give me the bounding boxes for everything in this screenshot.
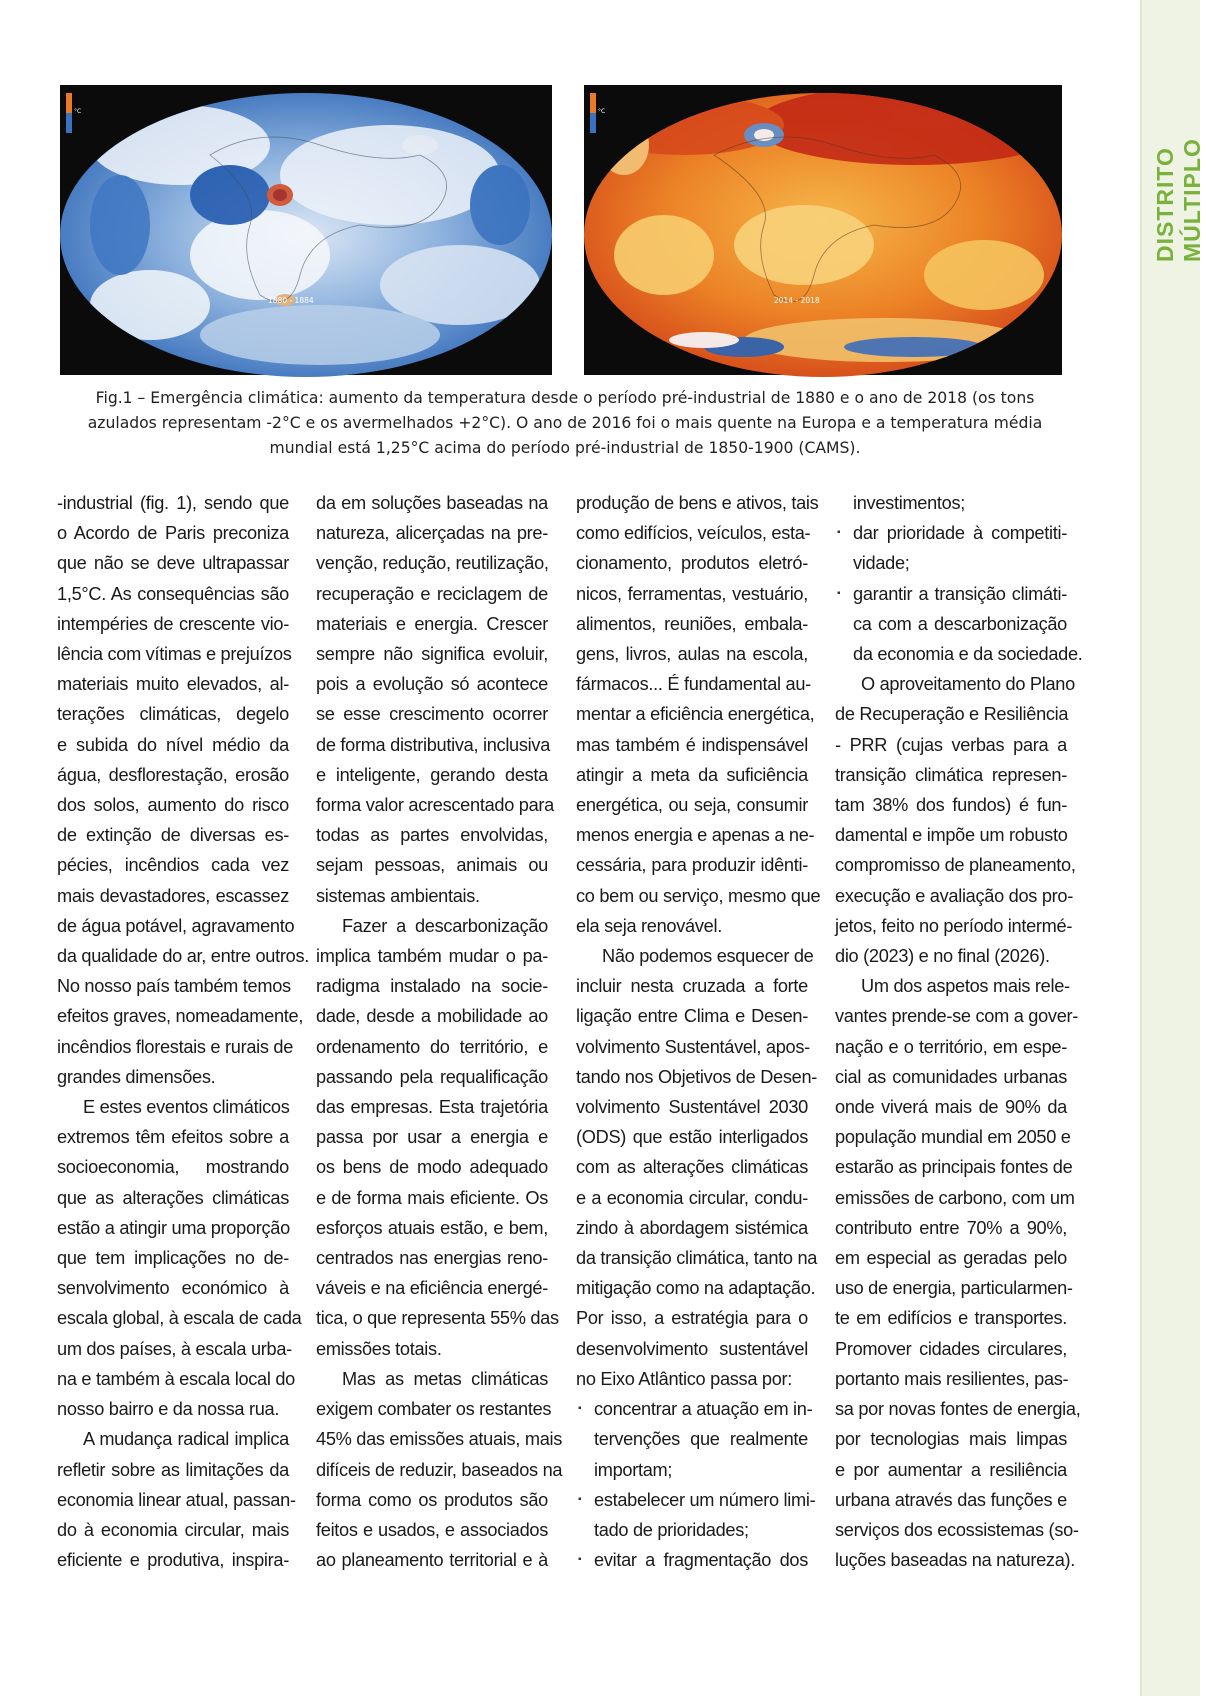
text-line: forma valor acrescentado para xyxy=(316,795,554,816)
text-line: que tem implicações no de- xyxy=(57,1248,289,1269)
text-line: volvimento Sustentável 2030 xyxy=(576,1097,808,1118)
text-line: uso de energia, particularmen- xyxy=(835,1278,1073,1299)
text-line: terações climáticas, degelo xyxy=(57,704,289,725)
paragraph xyxy=(835,971,1081,1575)
bullet-item xyxy=(576,1394,813,1485)
text-line: cionamento, produtos eletró- xyxy=(576,553,808,574)
text-line: nação e o território, em espe- xyxy=(835,1036,1067,1057)
text-line: sa por novas fontes de energia, xyxy=(835,1399,1081,1420)
text-line: transição climática represen- xyxy=(835,764,1067,785)
section-title: DISTRITO MÚLTIPLO xyxy=(1152,138,1205,262)
text-line: E estes eventos climáticos xyxy=(83,1097,290,1118)
text-line: sistemas ambientais. xyxy=(316,885,480,906)
text-line: de Recuperação e Resiliência xyxy=(835,704,1069,725)
paragraph xyxy=(57,1424,296,1575)
text-line: portanto mais resilientes, pas- xyxy=(835,1368,1069,1389)
text-line: A mudança radical implica xyxy=(83,1429,289,1450)
text-line: incêndios florestais e rurais de xyxy=(57,1036,294,1057)
text-line: ▪ estabelecer um número limi- xyxy=(594,1489,816,1510)
bullet-item xyxy=(576,1545,808,1575)
text-line: esforços atuais estão, e bem, xyxy=(316,1217,548,1238)
text-line: ordenamento do território, e xyxy=(316,1036,548,1057)
text-line: de forma distributiva, inclusiva xyxy=(316,734,551,755)
text-line: intempéries de crescente vio- xyxy=(57,613,289,634)
text-line: desenvolvimento sustentável xyxy=(576,1338,808,1359)
text-line: volvimento Sustentável, apos- xyxy=(576,1036,810,1057)
text-line: água, desflorestação, erosão xyxy=(57,764,289,785)
text-line: pécies, incêndios cada vez xyxy=(57,855,289,876)
text-line: contributo entre 70% a 90%, xyxy=(835,1217,1067,1238)
text-line: sempre não significa evoluir, xyxy=(316,644,548,665)
paragraph xyxy=(57,488,309,1092)
text-line: estarão as principais fontes de xyxy=(835,1157,1073,1178)
text-line: economia linear atual, passan- xyxy=(57,1489,296,1510)
text-line: Por isso, a estratégia para o xyxy=(576,1308,808,1329)
text-line: população mundial em 2050 e xyxy=(835,1127,1071,1148)
caption-line: Fig.1 – Emergência climática: aumento da temperatura desde o período pré-industrial de 1880 e o ano de 2018 (os tons xyxy=(95,389,1035,407)
text-line: te em edifícios e transportes. xyxy=(835,1308,1067,1329)
period-label-left: 1880 - 1884 xyxy=(268,296,314,305)
text-line: e de forma mais eficiente. Os xyxy=(316,1187,548,1208)
text-line: menos energia e apenas a ne- xyxy=(576,825,815,846)
text-line: pois a evolução só acontece xyxy=(316,674,548,695)
text-line: de extinção de diversas es- xyxy=(57,825,289,846)
text-line: ▪ dar prioridade à competiti- xyxy=(853,523,1067,544)
text-line: ao planeamento territorial e à xyxy=(316,1550,548,1571)
paragraph xyxy=(835,669,1076,971)
text-line: incluir nesta cruzada a forte xyxy=(576,976,808,997)
text-line: - PRR (cujas verbas para a xyxy=(835,734,1067,755)
text-line: exigem combater os restantes xyxy=(316,1399,552,1420)
text-line: se esse crescimento ocorrer xyxy=(316,704,548,725)
text-line: investimentos; xyxy=(853,493,966,513)
text-line: vantes prende-se com a gover- xyxy=(835,1006,1079,1027)
text-line: gens, livros, aulas na escola, xyxy=(576,644,808,665)
text-line: co bem ou serviço, mesmo que xyxy=(576,885,821,906)
paragraph xyxy=(316,1364,563,1575)
text-line: que as alterações climáticas xyxy=(57,1187,289,1208)
text-line: materiais e energia. Crescer xyxy=(316,613,548,634)
text-line: ▪ garantir a transição climáti- xyxy=(853,583,1067,604)
text-line: ligação entre Clima e Desen- xyxy=(576,1006,808,1027)
text-line: Fazer a descarbonização xyxy=(342,915,548,936)
text-line: importam; xyxy=(594,1459,673,1480)
paragraph xyxy=(57,1092,302,1424)
text-line: Não podemos esquecer de xyxy=(602,946,814,967)
text-line: Um dos aspetos mais rele- xyxy=(861,976,1070,997)
text-line: de água potável, agravamento xyxy=(57,915,295,936)
text-line: materiais muito elevados, al- xyxy=(57,674,289,695)
text-line: efeitos graves, nomeadamente, xyxy=(57,1006,304,1027)
text-line: implica também mudar o pa- xyxy=(316,946,548,967)
text-line: que não se deve ultrapassar xyxy=(57,553,289,574)
caption-line: mundial está 1,25°C acima do período pré-industrial de 1850-1900 (CAMS). xyxy=(269,439,861,457)
text-line: -industrial (fig. 1), sendo que xyxy=(57,493,289,513)
text-line: o Acordo de Paris preconiza xyxy=(57,523,289,544)
text-line: estão a atingir uma proporção xyxy=(57,1217,290,1238)
text-line: emissões totais. xyxy=(316,1338,442,1359)
text-line: onde viverá mais de 90% da xyxy=(835,1097,1067,1118)
text-line: socioeconomia, mostrando xyxy=(57,1157,289,1178)
text-line: os bens de modo adequado xyxy=(316,1157,548,1178)
text-line: das empresas. Esta trajetória xyxy=(316,1097,548,1118)
text-line: zindo à abordagem sistémica xyxy=(576,1217,808,1238)
paragraph xyxy=(316,911,559,1364)
text-line: senvolvimento económico à xyxy=(57,1278,289,1299)
text-line: da em soluções baseadas na xyxy=(316,493,548,513)
text-line: alimentos, reuniões, embala- xyxy=(576,613,808,634)
text-line: do à economia circular, mais xyxy=(57,1519,289,1540)
text-line: jetos, feito no período intermé- xyxy=(835,915,1073,936)
text-line: damental e impõe um robusto xyxy=(835,825,1068,846)
text-line: mentar a eficiência energética, xyxy=(576,704,815,725)
text-line: produção de bens e ativos, tais xyxy=(576,493,819,513)
text-line: urbana através das funções e xyxy=(835,1489,1067,1510)
figure-caption xyxy=(70,386,1060,461)
bullet-item xyxy=(835,579,1083,670)
text-line: dade, desde a mobilidade ao xyxy=(316,1006,548,1027)
text-line: na e também à escala local do xyxy=(57,1368,295,1389)
text-line: recuperação e reciclagem de xyxy=(316,583,548,604)
map-1880-1884 xyxy=(60,85,552,375)
text-line: da qualidade do ar, entre outros. xyxy=(57,946,309,967)
text-line: todas as partes envolvidas, xyxy=(316,825,548,846)
text-line: eficiente e produtiva, inspira- xyxy=(57,1550,289,1571)
text-line: nicos, ferramentas, vestuário, xyxy=(576,583,808,604)
text-line: dio (2023) e no final (2026). xyxy=(835,946,1050,967)
text-line: tervenções que realmente xyxy=(594,1429,808,1450)
text-line: radigma instalado na socie- xyxy=(316,976,548,997)
text-line: 1,5°C. As consequências são xyxy=(57,583,289,604)
text-line: extremos têm efeitos sobre a xyxy=(57,1127,289,1148)
text-line: cial as comunidades urbanas xyxy=(835,1066,1067,1087)
map-2014-2018 xyxy=(584,85,1062,375)
bullet-item xyxy=(835,518,1067,578)
bullet-list xyxy=(835,518,1083,669)
text-line: tando nos Objetivos de Desen- xyxy=(576,1066,818,1087)
text-line: vidade; xyxy=(853,553,910,574)
text-line: (ODS) que estão interligados xyxy=(576,1127,808,1148)
column-3 xyxy=(576,488,821,1575)
text-line: passando pela requalificação xyxy=(316,1066,548,1087)
paragraph xyxy=(576,488,821,941)
text-line: da economia e da sociedade. xyxy=(853,644,1083,665)
text-line: difíceis de reduzir, baseados na xyxy=(316,1459,563,1480)
text-line: Promover cidades circulares, xyxy=(835,1338,1067,1359)
text-line: ▪ evitar a fragmentação dos xyxy=(594,1550,808,1571)
text-line: e subida do nível médio da xyxy=(57,734,289,755)
text-line: centrados nas energias reno- xyxy=(316,1248,548,1269)
text-line: refletir sobre as limitações da xyxy=(57,1459,289,1480)
caption-line: azulados representam -2°C e os avermelhados +2°C). O ano de 2016 foi o mais quente na Europa e a temperatura média xyxy=(87,414,1043,432)
text-line: Mas as metas climáticas xyxy=(342,1368,548,1389)
text-line: mais devastadores, escassez xyxy=(57,885,289,906)
text-line: O aproveitamento do Plano xyxy=(861,674,1075,695)
text-line: energética, ou seja, consumir xyxy=(576,795,808,816)
text-line: escala global, à escala de cada xyxy=(57,1308,302,1329)
text-line: cessária, para produzir idênti- xyxy=(576,855,808,876)
text-line: nosso bairro e da nossa rua. xyxy=(57,1399,280,1420)
text-line: váveis e na eficiência energé- xyxy=(316,1278,548,1299)
bullet-list xyxy=(576,1394,816,1575)
text-line: no Eixo Atlântico passa por: xyxy=(576,1368,793,1389)
text-line: e inteligente, gerando desta xyxy=(316,764,548,785)
text-line: e a economia circular, condu- xyxy=(576,1187,808,1208)
text-line: lência com vítimas e prejuízos xyxy=(57,644,292,665)
text-line: venção, redução, reutilização, xyxy=(316,553,549,574)
article-body xyxy=(57,488,1083,1588)
text-line: execução e avaliação dos pro- xyxy=(835,885,1073,906)
text-line: ela seja renovável. xyxy=(576,915,722,936)
text-line: tica, o que representa 55% das xyxy=(316,1308,559,1329)
text-line: tado de prioridades; xyxy=(594,1519,749,1540)
text-line: dos solos, aumento do risco xyxy=(57,795,289,816)
text-line: feitos e usados, e associados xyxy=(316,1519,548,1540)
text-line: ▪ concentrar a atuação em in- xyxy=(594,1399,813,1420)
paragraph xyxy=(316,488,554,911)
text-line: tam 38% dos fundos) é fun- xyxy=(835,795,1067,816)
side-strip xyxy=(1140,0,1205,1696)
text-line: sejam pessoas, animais ou xyxy=(316,855,548,876)
text-line: No nosso país também temos xyxy=(57,976,291,997)
text-line: forma como os produtos são xyxy=(316,1489,548,1510)
text-line: um dos países, à escala urba- xyxy=(57,1338,292,1359)
scale-unit-left: °C xyxy=(74,108,82,115)
text-line: e por aumentar a resiliência xyxy=(835,1459,1067,1480)
figure-climate-maps xyxy=(60,85,1062,375)
column-4 xyxy=(835,488,1083,1575)
text-line: natureza, alicerçadas na pre- xyxy=(316,523,548,544)
text-line: atingir a meta da suficiência xyxy=(576,764,808,785)
text-line: passa por usar a energia e xyxy=(316,1127,548,1148)
period-label-right: 2014 - 2018 xyxy=(774,296,820,305)
text-line: como edifícios, veículos, esta- xyxy=(576,523,811,544)
text-line: da transição climática, tanto na xyxy=(576,1248,818,1269)
column-2 xyxy=(316,488,563,1575)
text-line: fármacos... É fundamental au- xyxy=(576,674,811,695)
paragraph-continuation xyxy=(835,488,1067,518)
bullet-item xyxy=(576,1485,816,1545)
text-line: mas também é indispensável xyxy=(576,734,808,755)
text-line: em especial as geradas pelo xyxy=(835,1248,1067,1269)
text-line: ca com a descarbonização xyxy=(853,613,1067,634)
column-1 xyxy=(57,488,309,1575)
scale-unit-right: °C xyxy=(598,108,606,115)
text-line: 45% das emissões atuais, mais xyxy=(316,1429,563,1450)
paragraph xyxy=(576,941,818,1394)
text-line: grandes dimensões. xyxy=(57,1066,216,1087)
text-line: com as alterações climáticas xyxy=(576,1157,808,1178)
text-line: por tecnologias mais limpas xyxy=(835,1429,1067,1450)
text-line: luções baseadas na natureza). xyxy=(835,1550,1076,1571)
text-line: compromisso de planeamento, xyxy=(835,855,1076,876)
text-line: emissões de carbono, com um xyxy=(835,1187,1075,1208)
text-line: mitigação como na adaptação. xyxy=(576,1278,816,1299)
text-line: serviços dos ecossistemas (so- xyxy=(835,1519,1079,1540)
